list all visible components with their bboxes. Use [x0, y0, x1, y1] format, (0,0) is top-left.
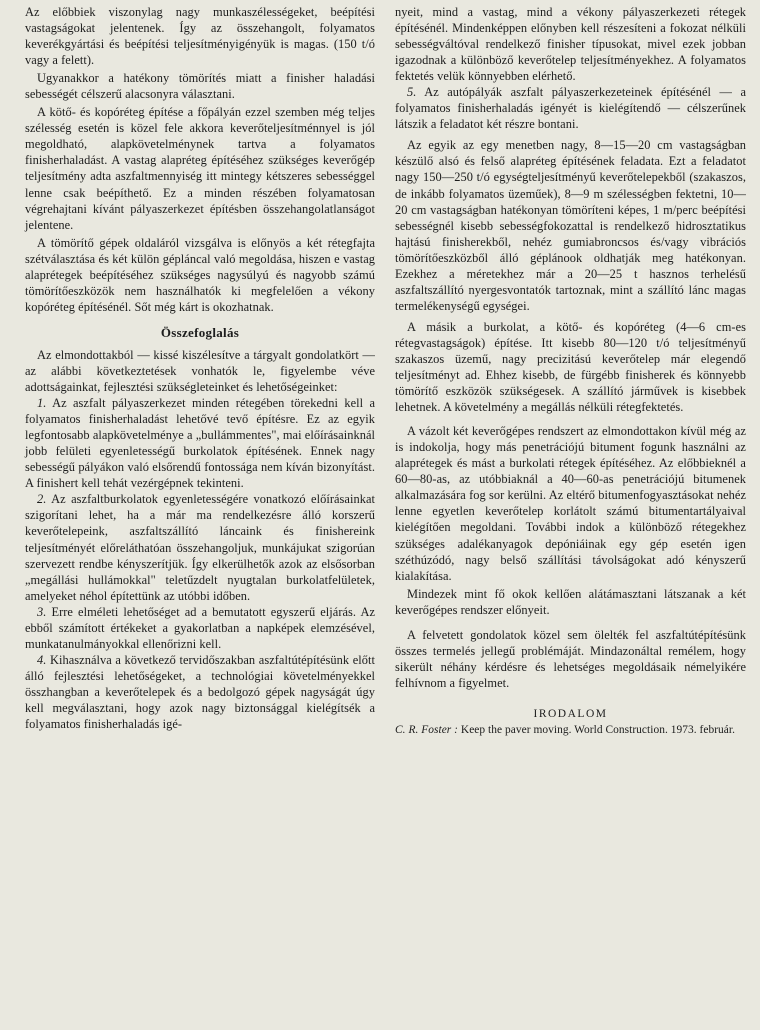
paragraph: Az egyik az egy menetben nagy, 8—15—20 cm vastagságban készülő alsó és felső alapréteg építésének feladata. Ezt a feladatot nagy 150—250 t/ó egységteljesítményű keverőtelepekből (szakaszos, de inkább folyamatos üzeműek), 8—9 m szélességben fektetni, 10—20 cm vastagságban hatékonyan tömöríteni képes, 1 m/perc beépítési sebességnél kisebb sebességfokozattal is rendelkező hidrosztatikus hajtású finisherekből, nehéz gumiabroncsos és/vagy vibrációs tömörítőeszközből álló géplánook oldhatják meg hatékonyan. Ezekhez a méretekhez már a 20—25 t hasznos terhelésű aszfaltszállító nyergesvontatók tartoznak, mint a szállító lánc magas termelékenységű egységei. [395, 138, 746, 313]
item-number: 1. [37, 396, 47, 411]
references-heading: IRODALOM [533, 707, 608, 720]
numbered-paragraph [395, 84, 746, 132]
paragraph: A felvetett gondolatok közel sem ölelték fel aszfaltútépítésünk összes termelés jellegű problémáját. Mindazonáltal remélem, hogy sikerült néhány kérdésre és lehetséges megoldásaik némelyikére felhívnom a figyelmet. [395, 627, 746, 690]
numbered-paragraph [25, 395, 375, 491]
numbered-paragraph [25, 652, 375, 732]
item-text: Erre elméleti lehetőséget ad a bemutatott egyszerű eljárás. Az ebből számított értékeket a gyakorlatban a napképek elemzésével, munkatanulmányokkal ellenőrizni kell. [25, 604, 375, 651]
paragraph: Az elmondottakból — kissé kiszélesítve a tárgyalt gondolatkört — az alábbi következtetések vonhatók le, figyelembe véve adottságainkat, fejlesztési szükségleteinket és lehetőségeinket: [25, 347, 375, 395]
item-text: Az autópályák aszfalt pályaszerkezeteinek építésénél — a folyamatos finisherhaladás igényét is kielégítendő — célszerűnek látszik a feladatot két részre bontani. [395, 85, 746, 132]
reference-author: C. R. Foster : [395, 723, 459, 736]
item-number: 3. [37, 604, 47, 619]
item-text: Az aszfalt pályaszerkezet minden rétegében törekedni kell a folyamatos finisherhaladást lehetővé tevő építésre. Ez az egyik legfontosabb alapkövetelménye a „bullámmentes", mai előírásainknál jobb felületi egyenletességű burkolatok építésének. Ennek nagy sebességű pályákon való elsőrendű fontossága nem kíván bizonyítást. A finishert kell tehát vezérgépnek tekinteni. [25, 396, 375, 491]
paragraph: A másik a burkolat, a kötő- és kopóréteg (4—6 cm-es rétegvastagságok) építése. Itt kisebb 80—120 t/ó teljesítményű szakaszos üzemű, nagy precizitású keverőtelep már elegendő teljesítményt ad. Ehhez kisebb, de fürgébb finisherek és könnyebb tömörítő eszközök szükségesek. A szállító járművek is kisebbek lehetnek. A követelmény a megállás nélküli rétegfektetés. [395, 319, 746, 415]
numbered-paragraph [25, 604, 375, 652]
item-number: 4. [37, 652, 47, 667]
paragraph: A vázolt két keverőgépes rendszert az elmondottakon kívül még az is indokolja, hogy más penetrációjú bitument fogunk használni az alaprétegek és mást a burkolati rétegek építéséhez. Az előbbieknél a 60—80-as, az utóbbiaknál a 40—60-as penetrációjú bitumenek alkalmazására fog sor kerülni. Az eltérő bitumenfogyasztásokat nehéz lenne egyetlen keverőtelep korlátolt számú bitumentartályaival kielégítően megoldani. További indok a különböző rétegekhez szükséges adalékanyagok depóniáinak egy gép esetén igen széthúzódó, nagy belső szállítási távolságokat adó kényszerű kialakítása. [395, 424, 746, 583]
paragraph: Ugyanakkor a hatékony tömörítés miatt a finisher haladási sebességét célszerű alacsonyra választani. [25, 71, 375, 102]
left-column [25, 4, 375, 1030]
item-number: 2. [37, 492, 47, 507]
item-text: Az aszfaltburkolatok egyenletességére vonatkozó előírásainkat szigorítani lehet, ha a már ma rendelkezésre álló korszerű keverőtelepeink, aszfaltszállító láncaink és finishereink teljesítményét előreláthatóan összehangoljuk, munkájukat szigorúan szervezett rendbe kényszerítjük. Így elkerülhetők azok az elsősorban „megállási hullámokkal" teletűzdelt nyugtalan burkolatfelületek, amelyeket néhol építettünk az utóbbi időben. [25, 492, 375, 603]
paragraph: Mindezek mint fő okok kellően alátámasztani látszanak a két keverőgépes rendszer előnyeit. [395, 586, 746, 617]
paragraph: nyeit, mind a vastag, mind a vékony pályaszerkezeti rétegek építésénél. Mindenképpen előnyben kell részesíteni a fokozat nélküli sebességváltóval rendelkező finisher típusokat, mivel ezek jobban igazodnak a különböző keverőtelep teljesítményekhez. A folyamatos fektetés velük könnyebben elérhető. [395, 5, 746, 84]
item-number: 5. [407, 85, 417, 100]
right-column [395, 4, 746, 1030]
section-heading: Összefoglalás [160, 324, 240, 340]
reference-entry [395, 724, 746, 737]
paragraph: A kötő- és kopóréteg építése a főpályán ezzel szemben még teljes szélesség esetén is közel fele akkora keverőteljesítménnyel is jól megoldható, alapkövetelménynek tartva a folyamatos finisherhaladást. A vastag alapréteg építéséhez szükséges keverőgép teljesítmény adta aszfaltmennyiség itt mintegy kétszeres sebességgel lenne csak beépíthető. Ez a minden részében folyamatosan végrehajtani kívánt pályaszerkezet építésben összehangolatlanságot jelentene. [25, 105, 375, 232]
paragraph: Az előbbiek viszonylag nagy munkaszélességeket, beépítési vastagságokat jelentenek. Így az összehangolt, folyamatos keverékgyártási és beépítési teljesítményigényük is magas. (150 t/ó vagy a felett). [25, 5, 375, 68]
paragraph: A tömörítő gépek oldaláról vizsgálva is előnyös a két rétegfajta szétválasztása és két külön gépláncal való megoldása, hiszen e vastag alaprétegek beépítéséhez szükséges nagysúlyú és nagyobb számú tömörítőeszközök nem használhatók ki megfelelően a vékony kopóréteg építésénél. Sőt még kárt is okozhatnak. [25, 235, 375, 314]
numbered-paragraph [25, 491, 375, 603]
item-text: Kihasználva a következő tervidőszakban aszfaltútépítésünk előtt álló fejlesztési lehetőségeket, a technológiai követelményekkel összhangban a keverőtelepek és a bedolgozó gépek nagyságát úgy kell megválasztani, hogy azok nagy biztonsággal kielégítsék a folyamatos finisherhaladás igé- [25, 652, 375, 732]
reference-text: Keep the paver moving. World Construction. 1973. február. [458, 723, 736, 736]
